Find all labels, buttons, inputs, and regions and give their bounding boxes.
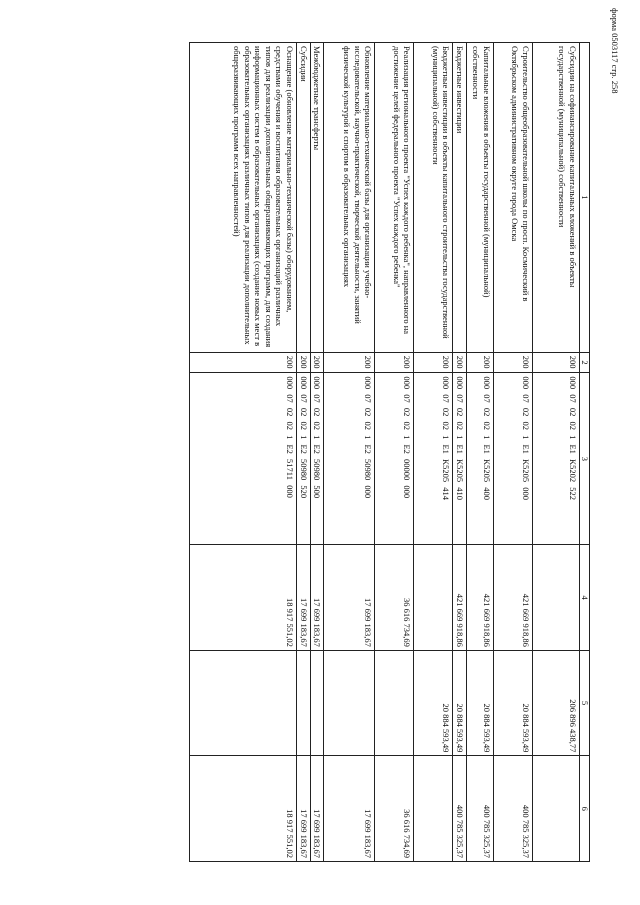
row-line-code: 200	[310, 352, 324, 373]
row-name: Строительство общеобразовательной школы по просп. Космический в Октябрьском административном округе города Омска	[494, 43, 533, 353]
row-budget-code: 000 07 02 02 1 E2 50980 500	[310, 373, 324, 545]
header-row	[580, 43, 590, 862]
table-row	[467, 43, 494, 862]
row-line-code: 200	[494, 352, 533, 373]
row-name: Межбюджетные трансферты	[310, 43, 324, 353]
row-line-code: 200	[414, 352, 453, 373]
row-unexecuted	[533, 756, 580, 862]
col-header-5: 5	[580, 650, 590, 756]
row-unexecuted: 36 616 734,69	[375, 756, 414, 862]
row-executed	[297, 650, 311, 756]
row-unexecuted: 400 785 325,37	[467, 756, 494, 862]
row-name: Бюджетные инвестиции	[453, 43, 467, 353]
row-budget-code: 000 07 02 02 1 E1 K5205 414	[414, 373, 453, 545]
table-row	[310, 43, 324, 862]
row-budget-code: 000 07 02 02 1 E1 K5205 410	[453, 373, 467, 545]
row-executed	[310, 650, 324, 756]
row-approved	[414, 545, 453, 651]
row-executed	[324, 650, 375, 756]
row-unexecuted	[414, 756, 453, 862]
row-approved: 17 699 183,67	[310, 545, 324, 651]
row-unexecuted: 17 699 183,67	[310, 756, 324, 862]
row-unexecuted: 400 785 325,37	[494, 756, 533, 862]
row-name: Реализация регионального проекта "Успех каждого ребенка", направленного на достижение целей федерального проекта "Успех каждого ребенка"	[375, 43, 414, 353]
row-executed: 20 884 593,49	[414, 650, 453, 756]
row-approved: 421 669 918,86	[494, 545, 533, 651]
row-budget-code: 000 07 02 02 1 E2 50980 000	[324, 373, 375, 545]
row-line-code: 200	[533, 352, 580, 373]
col-header-3: 3	[580, 373, 590, 545]
row-approved: 36 616 734,69	[375, 545, 414, 651]
table-row	[375, 43, 414, 862]
row-budget-code: 000 07 02 02 1 E2 00000 000	[375, 373, 414, 545]
row-line-code: 200	[453, 352, 467, 373]
table-row	[533, 43, 580, 862]
row-approved: 421 669 918,86	[467, 545, 494, 651]
row-executed: 20 884 593,49	[467, 650, 494, 756]
row-budget-code: 000 07 02 02 1 E1 K5205 400	[467, 373, 494, 545]
row-approved: 17 699 183,67	[324, 545, 375, 651]
row-unexecuted: 17 699 183,67	[297, 756, 311, 862]
row-executed: 206 896 438,77	[533, 650, 580, 756]
row-executed: 20 884 593,49	[453, 650, 467, 756]
col-header-4: 4	[580, 545, 590, 651]
row-approved	[533, 545, 580, 651]
col-header-1: 1	[580, 43, 590, 353]
row-line-code: 200	[324, 352, 375, 373]
table-row	[297, 43, 311, 862]
row-unexecuted: 18 917 551,02	[190, 756, 297, 862]
report-table-container	[60, 42, 590, 862]
row-line-code: 200	[375, 352, 414, 373]
row-name: Субсидии на софинансирование капитальных вложений в объекты государственной (муниципальной) собственности	[533, 43, 580, 353]
row-name: Оснащение (обновление материально-технической базы) оборудованием, средствами обучения и воспитания образовательных организаций различных типов для реализации дополнительных общеразвивающих программ, для создания информационных систем в образовательных организациях (создание новых мест в образовательных организациях различных типов для реализации дополнительных общеразвивающих программ всех направленностей)	[190, 43, 297, 353]
row-name: Обновление материально-технической базы для организации учебно-исследовательской, научно-практической, творческой деятельности, занятий физической культурой и спортом в образовательных организациях	[324, 43, 375, 353]
row-approved: 421 669 918,86	[453, 545, 467, 651]
row-budget-code: 000 07 02 02 1 E1 K5205 000	[494, 373, 533, 545]
report-table	[189, 42, 590, 862]
row-budget-code: 000 07 02 02 1 E1 K5202 522	[533, 373, 580, 545]
col-header-2: 2	[580, 352, 590, 373]
row-name: Капитальные вложения в объекты государственной (муниципальной) собственности	[467, 43, 494, 353]
form-label-text: форма 0503117 стр. 258	[610, 8, 620, 94]
row-line-code: 200	[297, 352, 311, 373]
row-line-code: 200	[190, 352, 297, 373]
row-executed	[375, 650, 414, 756]
row-approved: 17 699 183,67	[297, 545, 311, 651]
row-budget-code: 000 07 02 02 1 E2 50980 520	[297, 373, 311, 545]
row-unexecuted: 400 785 325,37	[453, 756, 467, 862]
row-unexecuted: 17 699 183,67	[324, 756, 375, 862]
form-label	[606, 8, 620, 208]
table-row	[414, 43, 453, 862]
table-row	[324, 43, 375, 862]
table-row	[453, 43, 467, 862]
row-executed: 20 884 593,49	[494, 650, 533, 756]
table-row	[494, 43, 533, 862]
row-budget-code: 000 07 02 02 1 E2 51711 000	[190, 373, 297, 545]
row-name: Субсидии	[297, 43, 311, 353]
row-line-code: 200	[467, 352, 494, 373]
col-header-6: 6	[580, 756, 590, 862]
row-executed	[190, 650, 297, 756]
row-name: Бюджетные инвестиции в объекты капитального строительства государственной (муниципальной) собственности	[414, 43, 453, 353]
table-row	[190, 43, 297, 862]
row-approved: 18 917 551,02	[190, 545, 297, 651]
